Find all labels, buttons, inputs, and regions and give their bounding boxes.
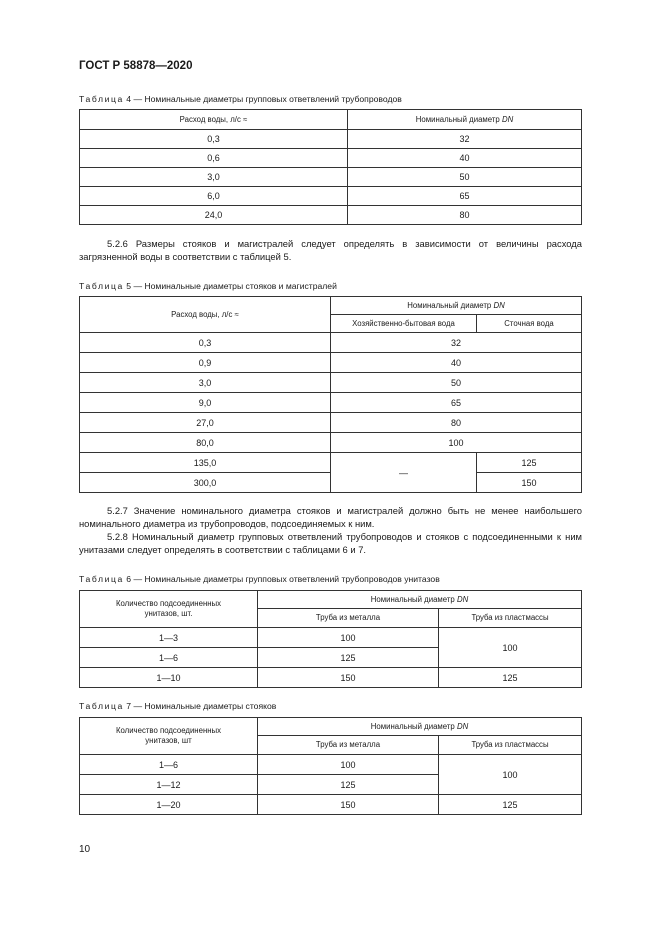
table4-cell-dn: 40: [348, 149, 582, 168]
table-row: [80, 413, 582, 433]
table5: [79, 296, 582, 493]
table4-cell-flow: 24,0: [80, 206, 348, 225]
table-row: [80, 353, 582, 373]
table5-cell-flow: 0,3: [80, 333, 331, 353]
table-row: [80, 453, 582, 473]
table-row: [80, 393, 582, 413]
table7-header-count: Количество подсоединенных унитазов, шт: [80, 718, 258, 755]
table5-header-dn-symbol: DN: [493, 300, 505, 310]
table4-header-dn-symbol: DN: [501, 114, 514, 124]
document-header: ГОСТ Р 58878—2020: [79, 60, 193, 72]
table6-cell-metal: 150: [258, 668, 439, 688]
table6-header-count: Количество подсоединенных унитазов, шт.: [80, 591, 258, 628]
table-row: [80, 795, 582, 815]
table4-header-dn-label: Номинальный диаметр: [415, 114, 500, 124]
table5-cell-dn: 50: [331, 373, 582, 393]
table7-cell-plastic-merged: 100: [439, 755, 582, 795]
table7-cell-metal: 100: [258, 755, 439, 775]
table6: [79, 590, 582, 688]
table7-cell-plastic: 125: [439, 795, 582, 815]
table5-caption-word: Таблица: [79, 281, 124, 291]
table-row: [80, 628, 582, 648]
table-row: [80, 668, 582, 688]
table5-cell-dn: 32: [331, 333, 582, 353]
table7-header-dn-symbol: DN: [456, 721, 469, 731]
table6-header-plastic: Труба из пластмассы: [439, 609, 582, 628]
table5-cell-flow: 80,0: [80, 433, 331, 453]
table-row: [80, 433, 582, 453]
table6-cell-plastic-merged: 100: [439, 628, 582, 668]
table7-header-plastic: Труба из пластмассы: [439, 736, 582, 755]
table6-cell-metal: 100: [258, 628, 439, 648]
table5-cell-flow: 0,9: [80, 353, 331, 373]
table4-cell-dn: 50: [348, 168, 582, 187]
table-row: [80, 187, 582, 206]
table6-cell-count: 1—6: [80, 648, 258, 668]
table-row: [80, 130, 582, 149]
table6-header-metal: Труба из металла: [258, 609, 439, 628]
paragraph-5-2-8: 5.2.8 Номинальный диаметр групповых ответвлений трубопроводов и стояков с подсоединенными к ним унитазами следует определять в соответствии с таблицами 6 и 7.: [79, 531, 582, 555]
table4: [79, 109, 582, 225]
table5-header-dn: [331, 297, 582, 315]
table6-caption-text: 6 — Номинальные диаметры групповых ответвлений трубопроводов унитазов: [126, 574, 440, 584]
table7-header-metal: Труба из металла: [258, 736, 439, 755]
table5-cell-flow: 300,0: [80, 473, 331, 493]
table5-cell-dn: 80: [331, 413, 582, 433]
table6-cell-count: 1—10: [80, 668, 258, 688]
table6-header-dn: [258, 591, 582, 609]
table4-caption: [79, 94, 402, 104]
table-row: [80, 168, 582, 187]
table5-cell-dn: 40: [331, 353, 582, 373]
table5-header-flow: Расход воды, л/с ≈: [80, 297, 331, 333]
table7-caption-word: Таблица: [79, 701, 124, 711]
table5-header-domestic: Хозяйственно-бытовая вода: [331, 315, 477, 333]
table7-caption: [79, 701, 276, 711]
table5-header-waste: Сточная вода: [477, 315, 582, 333]
table6-cell-count: 1—3: [80, 628, 258, 648]
table7: [79, 717, 582, 815]
table4-header-dn: [348, 110, 582, 130]
table6-caption: [79, 574, 440, 584]
table4-header-flow: Расход воды, л/с ≈: [80, 110, 348, 130]
table4-cell-flow: 0,6: [80, 149, 348, 168]
table7-cell-metal: 125: [258, 775, 439, 795]
table4-cell-dn: 32: [348, 130, 582, 149]
table4-cell-flow: 3,0: [80, 168, 348, 187]
table6-caption-word: Таблица: [79, 574, 124, 584]
table5-cell-flow: 135,0: [80, 453, 331, 473]
table5-cell-flow: 3,0: [80, 373, 331, 393]
table-row: [80, 373, 582, 393]
table5-cell-dash: —: [331, 453, 477, 493]
page-number: 10: [79, 844, 91, 855]
table5-caption: [79, 281, 337, 291]
table-row: [80, 206, 582, 225]
table5-cell-dn: 65: [331, 393, 582, 413]
table4-cell-flow: 0,3: [80, 130, 348, 149]
table5-cell-waste: 150: [477, 473, 582, 493]
table5-caption-text: 5 — Номинальные диаметры стояков и магистралей: [126, 281, 337, 291]
table7-cell-metal: 150: [258, 795, 439, 815]
table4-cell-flow: 6,0: [80, 187, 348, 206]
table5-cell-flow: 27,0: [80, 413, 331, 433]
table7-cell-count: 1—20: [80, 795, 258, 815]
table-row: [80, 149, 582, 168]
table7-header-dn: [258, 718, 582, 736]
table-row: [80, 333, 582, 353]
table7-cell-count: 1—6: [80, 755, 258, 775]
table7-caption-text: 7 — Номинальные диаметры стояков: [126, 701, 277, 711]
table6-header-dn-label: Номинальный диаметр: [370, 594, 455, 604]
table5-cell-waste: 125: [477, 453, 582, 473]
table6-cell-plastic: 125: [439, 668, 582, 688]
table5-cell-dn: 100: [331, 433, 582, 453]
table4-cell-dn: 80: [348, 206, 582, 225]
paragraph-5-2-7: 5.2.7 Значение номинального диаметра стояков и магистралей должно быть не менее наибольшего номинального диаметра из трубопроводов, подсоединяемых к ним.: [79, 505, 582, 529]
table7-cell-count: 1—12: [80, 775, 258, 795]
table4-caption-text: 4 — Номинальные диаметры групповых ответвлений трубопроводов: [126, 94, 402, 104]
table5-cell-flow: 9,0: [80, 393, 331, 413]
table5-header-dn-label: Номинальный диаметр: [407, 300, 492, 310]
table4-caption-word: Таблица: [79, 94, 124, 104]
table7-header-dn-label: Номинальный диаметр: [370, 721, 455, 731]
table6-header-dn-symbol: DN: [456, 594, 469, 604]
table6-cell-metal: 125: [258, 648, 439, 668]
paragraph-5-2-6: 5.2.6 Размеры стояков и магистралей следует определять в зависимости от величины расхода загрязненной воды в соответствии с таблицей 5.: [79, 238, 582, 262]
table4-cell-dn: 65: [348, 187, 582, 206]
table-row: [80, 755, 582, 775]
